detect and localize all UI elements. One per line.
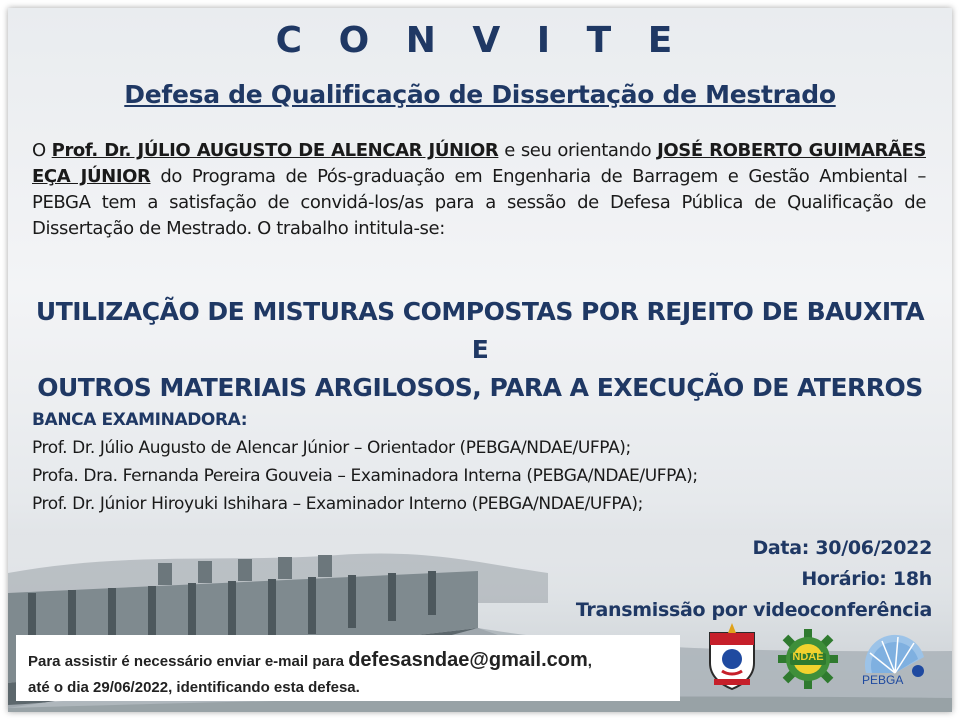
thesis-title-line-2: OUTROS MATERIAIS ARGILOSOS, PARA A EXECUÇÃO DE ATERROS: [37, 373, 923, 402]
intro-text-1: O: [32, 140, 52, 161]
notice-post: ,: [587, 653, 592, 670]
ndae-label: NDAE: [792, 651, 824, 663]
page-subtitle: Defesa de Qualificação de Dissertação de Mestrado: [124, 80, 836, 109]
board-member: Prof. Dr. Júnior Hiroyuki Ishihara – Examinador Interno (PEBGA/NDAE/UFPA);: [32, 494, 643, 514]
notice-box: [16, 635, 680, 701]
student-name: JOSÉ ROBERTO GUIMARÃES EÇA JÚNIOR: [32, 140, 926, 187]
notice-line-1: [28, 647, 680, 675]
advisor-name: Prof. Dr. JÚLIO AUGUSTO DE ALENCAR JÚNIOR: [51, 140, 499, 161]
page-title: C O N V I T E: [275, 20, 685, 61]
invitation-page: [8, 8, 952, 712]
logos: [696, 613, 936, 703]
event-mode: Transmissão por videoconferência: [575, 599, 932, 621]
ufpa-crest-logo: [704, 623, 760, 691]
notice-line-2: até o dia 29/06/2022, identificando esta defesa.: [28, 679, 360, 696]
thesis-title-line-1: UTILIZAÇÃO DE MISTURAS COMPOSTAS POR REJEITO DE BAUXITA E: [35, 297, 925, 364]
board-member: Profa. Dra. Fernanda Pereira Gouveia – Examinadora Interna (PEBGA/NDAE/UFPA);: [32, 466, 698, 486]
intro-text-3: do Programa de Pós-graduação em Engenharia de Barragem e Gestão Ambiental – PEBGA tem a satisfação de convidá-los/as para a sessão de Defesa Pública de Qualificação de Dissertação de Mestrado. O trabalho intitula-se:: [32, 166, 926, 239]
event-date: Data: 30/06/2022: [752, 537, 932, 559]
board-heading: BANCA EXAMINADORA:: [32, 410, 248, 430]
thesis-title: [28, 293, 932, 407]
examination-board: [32, 406, 792, 518]
pebga-label: PEBGA: [862, 673, 904, 687]
event-time: Horário: 18h: [801, 568, 932, 590]
board-member: Prof. Dr. Júlio Augusto de Alencar Júnior – Orientador (PEBGA/NDAE/UFPA);: [32, 438, 631, 458]
intro-text-2: e seu orientando: [498, 140, 658, 161]
notice-pre: Para assistir é necessário enviar e-mail para: [28, 653, 349, 670]
contact-email: defesasndae@gmail.com: [348, 649, 588, 671]
intro-paragraph: [32, 138, 926, 242]
